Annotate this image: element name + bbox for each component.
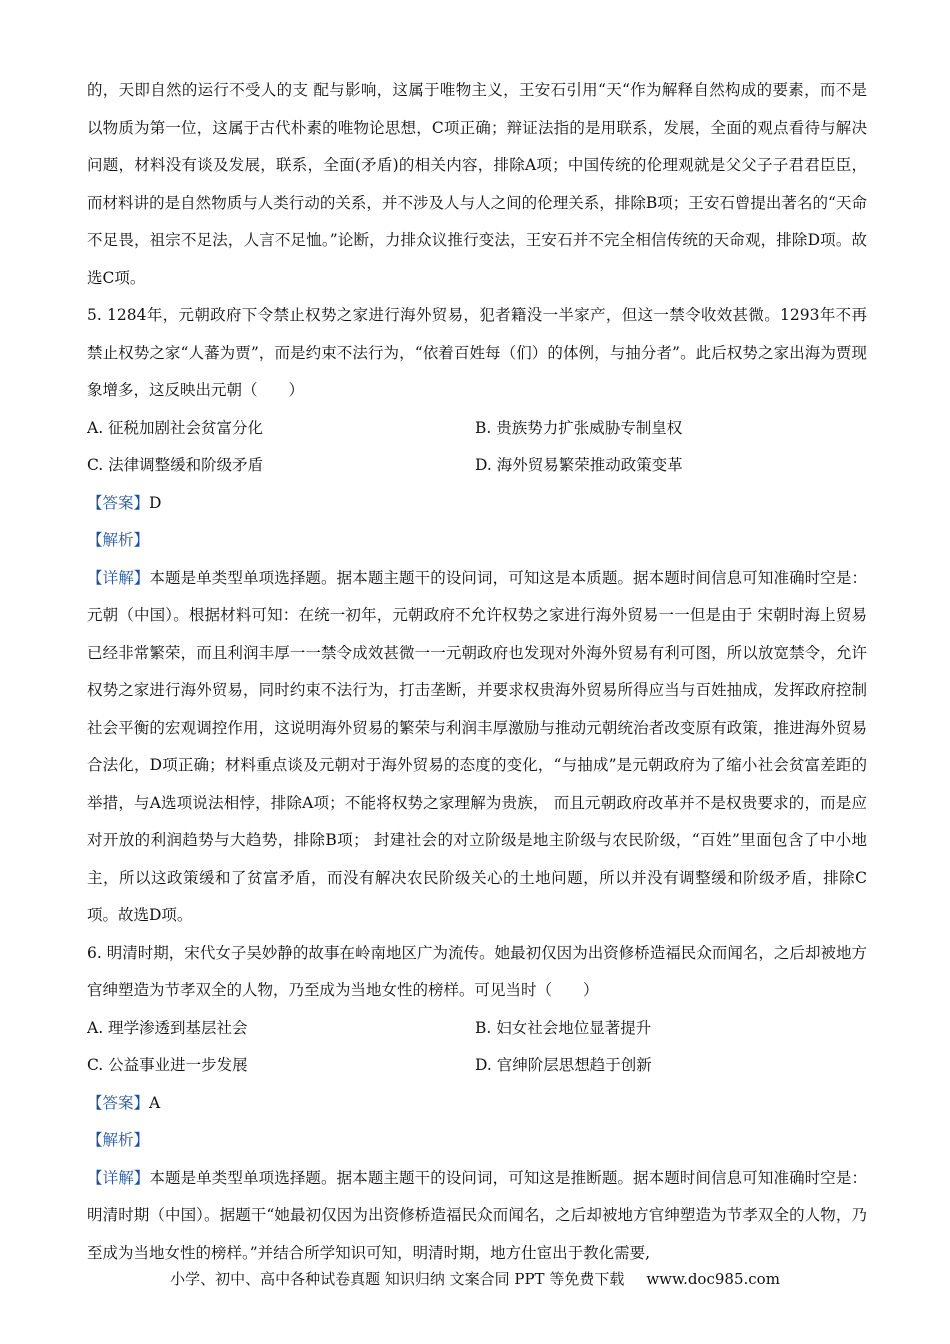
detail-label: 【详解】 <box>87 1168 150 1187</box>
answer-value: D <box>149 493 162 512</box>
page-footer <box>0 1268 950 1289</box>
q6-analysis <box>87 1122 867 1160</box>
q6-option-c: C. 公益事业进一步发展 <box>87 1056 248 1074</box>
q6-answer <box>87 1085 867 1123</box>
q6-stem: 6. 明清时期，宋代女子吴妙静的故事在岭南地区广为流传。她最初仅因为出资修桥造福民众而闻名，之后却被地方官绅塑造为节孝双全的人物，乃至成为当地女性的榜样。可见当时（ ） <box>87 943 867 999</box>
q6-options <box>87 1010 867 1085</box>
q5-option-b: B. 贵族势力扩张威胁专制皇权 <box>475 418 683 437</box>
q6-option-a: A. 理学渗透到基层社会 <box>87 1018 248 1037</box>
q5-answer <box>87 485 867 523</box>
detail-label: 【详解】 <box>87 568 150 587</box>
answer-value: A <box>149 1093 161 1112</box>
q5-option-a: A. 征税加剧社会贫富分化 <box>87 418 264 437</box>
q4-explanation-tail: 的，天即自然的运行不受人的支 配与影响，这属于唯物主义，王安石引用“天“作为解释自然构成的要素，而不是以物质为第一位，这属于古代朴素的唯物论思想，C项正确；辩证法指的是用联系，发展，全面的观点看待与解决问题，材料没有谈及发展，联系，全面(矛盾)的相关内容，排除A项；中国传统的伦理观就是父父子子君君臣臣，而材料讲的是自然物质与人类行动的关系，并不涉及人与人之间的伦理关系，排除B项；王安石曾提出著名的“天命不足畏，祖宗不足法，人言不足恤。”论断，力排众议推行变法，王安石并不完全相信传统的天命观，排除D项。故选C项。 <box>87 81 867 287</box>
q5-analysis <box>87 522 867 560</box>
analysis-label: 【解析】 <box>87 531 150 549</box>
answer-label: 【答案】 <box>87 493 150 512</box>
q6-detail <box>87 1160 867 1273</box>
page-content <box>87 72 867 1272</box>
q6-option-b: B. 妇女社会地位显著提升 <box>475 1018 652 1037</box>
detail-text: 本题是单类型单项选择题。据本题主题干的设问词，可知这是推断题。据本题时间信息可知准确时空是：明清时期（中国）。据题干“她最初仅因为出资修桥造福民众而闻名，之后却被地方官绅塑造为节孝双全的人物，乃至成为当地女性的榜样。”并结合所学知识可知，明清时期，地方仕宦出于教化需要, <box>87 1168 867 1262</box>
q5-option-c: C. 法律调整缓和阶级矛盾 <box>87 456 264 474</box>
q5-detail <box>87 560 867 935</box>
q5-options <box>87 410 867 485</box>
analysis-label: 【解析】 <box>87 1131 150 1149</box>
answer-label: 【答案】 <box>87 1093 150 1112</box>
q6-option-d: D. 官绅阶层思想趋于创新 <box>475 1056 652 1074</box>
q5-stem: 5. 1284年，元朝政府下令禁止权势之家进行海外贸易，犯者籍没一半家产，但这一禁令收效甚微。1293年不再禁止权势之家“人蕃为贾”，而是约束不法行为，“依着百姓每（们）的体例，与抽分者”。此后权势之家出海为贾现象增多，这反映出元朝（ ） <box>87 306 867 399</box>
footer-site-link[interactable]: www.doc985.com <box>646 1270 780 1288</box>
detail-text: 本题是单类型单项选择题。据本题主题干的设问词，可知这是本质题。据本题时间信息可知准确时空是：元朝（中国）。根据材料可知：在统一初年，元朝政府不允许权势之家进行海外贸易一一但是由于 宋朝时海上贸易已经非常繁荣，而且利润丰厚一一禁令成效甚微一一元朝政府也发现对外海外贸易有利可图，所以放宽禁令，允许权势之家进行海外贸易，同时约束不法行为，打击垄断，并要求权贵海外贸易所得应当与百姓抽成，发挥政府控制社会平衡的宏观调控作用，这说明海外贸易的繁荣与利润丰厚激励与推动元朝统治者改变原有政策，推进海外贸易合法化，D项正确；材料重点谈及元朝对于海外贸易的态度的变化，“与抽成”是元朝政府为了缩小社会贫富差距的举措，与A选项说法相悖，排除A项；不能将权势之家理解为贵族， 而且元朝政府改革并不是权贵要求的，而是应对开放的利润趋势与大趋势，排除B项； 封建社会的对立阶级是地主阶级与农民阶级，“百姓”里面包含了中小地主，所以这政策缓和了贫富矛盾，而没有解决农民阶级关心的土地问题，所以并没有调整缓和阶级矛盾，排除C项。故选D项。 <box>87 568 867 924</box>
q5-option-d: D. 海外贸易繁荣推动政策变革 <box>475 456 683 474</box>
footer-text: 小学、初中、高中各种试卷真题 知识归纳 文案合同 PPT 等免费下载 <box>170 1270 625 1288</box>
